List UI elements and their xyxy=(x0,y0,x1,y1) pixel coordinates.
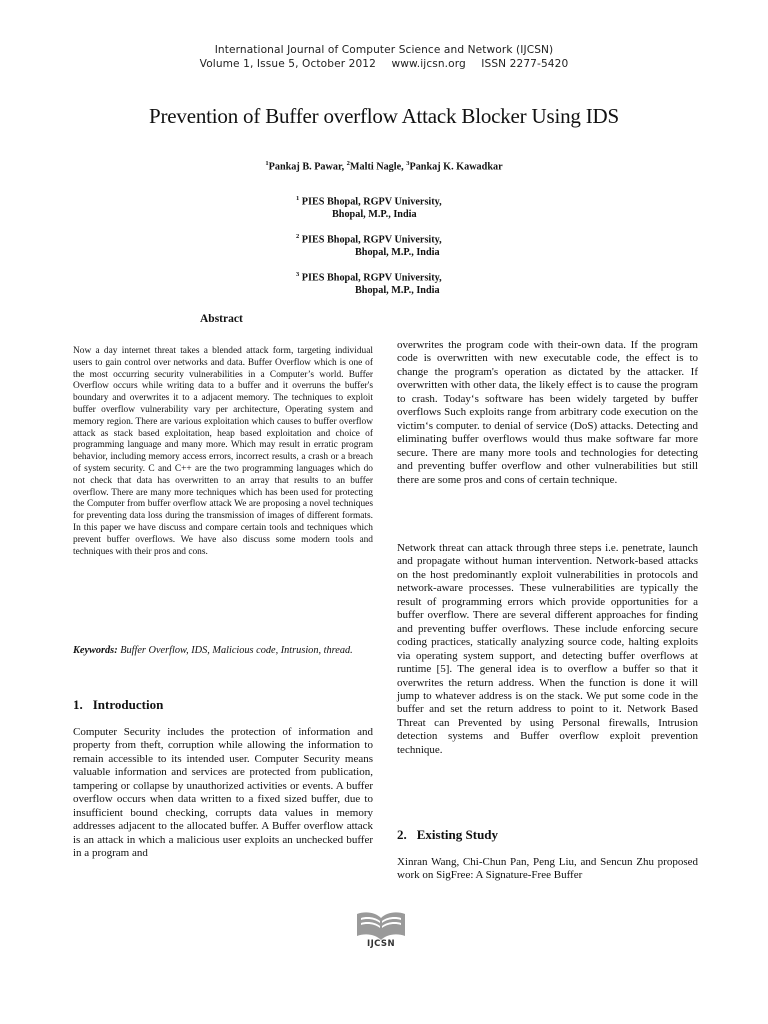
author-sup: 2 xyxy=(346,160,350,167)
affiliation-org: PIES Bhopal, RGPV University, xyxy=(299,234,442,246)
section-number: 1. xyxy=(73,697,83,712)
affiliation-sup: 1 xyxy=(296,195,300,202)
right-column-paragraph-2: Network threat can attack through three steps i.e. penetrate, launch and propagate without human intervention. Network-based attacks on the host predominantly exploit vulnerabilities in protocols and network-aware processes. These vulnerabilities are typically the result of programming errors which provide opportunities for a buffer overflow. There are several different approaches for finding and preventing buffer overflows. These include enforcing secure coding practices, statically analyzing source code, halting exploits via operating system support, and detecting buffer overflows at runtime [5]. The general idea is to overflow a buffer so that it overwrites the return address. When the function is done it will jump to whatever address is on the stack. We put some code in the buffer and set the return address to point to it. Network Based Threat can Prevented by using Personal firewalls, Intrusion detection systems and Buffer overflow exploit prevention technique. xyxy=(397,542,698,756)
author-name: Malti Nagle, xyxy=(349,161,407,173)
affiliation-location: Bhopal, M.P., India xyxy=(332,209,417,221)
section-title: Existing Study xyxy=(416,827,499,842)
journal-volume: Volume 1, Issue 5, October 2012 xyxy=(199,58,376,70)
journal-issue-line xyxy=(0,58,768,70)
journal-name: International Journal of Computer Science and Network (IJCSN) xyxy=(214,44,554,56)
paper-title: Prevention of Buffer overflow Attack Blocker Using IDS xyxy=(149,104,619,128)
affiliation-1 xyxy=(296,192,442,221)
affiliation-3 xyxy=(296,268,442,297)
footer-logo-text: IJCSN xyxy=(367,939,395,949)
author-sup: 1 xyxy=(265,160,269,167)
journal-issn: ISSN 2277-5420 xyxy=(481,58,569,70)
affiliation-location: Bhopal, M.P., India xyxy=(355,285,440,297)
section-heading-existing-study xyxy=(397,827,498,843)
author-list xyxy=(0,160,768,172)
author-name: Pankaj K. Kawadkar xyxy=(409,161,503,173)
section-heading-introduction xyxy=(73,697,163,713)
section-title: Introduction xyxy=(92,697,164,712)
introduction-text: Computer Security includes the protection of information and property from theft, corruption while allowing the information to remain accessible to its intended user. Computer Security means valuable information and services are protected from publication, tampering or collapse by unauthorized activities or events. A buffer overflow occurs when data written to a fixed sized buffer, due to insufficient bound checking, corrupts data values in memory addresses adjacent to the allocated buffer. A Buffer overflow attack is an attack in which a malicious user exploits an unchecked buffer in a program and xyxy=(73,726,373,860)
affiliation-2 xyxy=(296,230,442,259)
right-column-paragraph-1: overwrites the program code with their-own data. If the program code is overwritten with new executable code, the effect is to change the program's operation as dictated by the attacker. If overwritten with other data, the likely effect is to cause the program to crash. Today‘s software has been widely targeted by buffer overflows Such exploits range from arbitrary code execution on the victim‘s computer. to denial of service (DoS) attacks. Detecting and eliminating buffer overflows would thus make software far more secure. There are many more tools and technologies for detecting and preventing buffer overflow and other vulnerabilities but still there are some pros and cons of certain technique. xyxy=(397,339,698,486)
keywords xyxy=(73,644,373,657)
author-name: Pankaj B. Pawar, xyxy=(268,161,347,173)
abstract-heading: Abstract xyxy=(200,313,243,325)
affiliation-sup: 2 xyxy=(296,233,300,240)
affiliation-org: PIES Bhopal, RGPV University, xyxy=(299,272,442,284)
section-number: 2. xyxy=(397,827,407,842)
author-sup: 3 xyxy=(406,160,410,167)
existing-study-text: Xinran Wang, Chi-Chun Pan, Peng Liu, and Sencun Zhu proposed work on SigFree: A Signature-Free Buffer xyxy=(397,856,698,882)
affiliation-sup: 3 xyxy=(296,271,300,278)
keywords-list: Buffer Overflow, IDS, Malicious code, Intrusion, thread. xyxy=(117,645,353,656)
abstract-text: Now a day internet threat takes a blended attack form, targeting individual users to gain control over networks and data. Buffer Overflow which is one of the most occurring security vulnerabilities in a Computer’s world. Buffer Overflow occurs while writing data to a buffer and it overruns the buffer's boundary and overwrites it to a adjacent memory. The techniques to exploit buffer overflow vulnerability vary per architecture, Operating system and memory region. There are various exploitation which causes to buffer overflow attack as stack based exploitation, heap based exploitation and choice of programming language and many more. Which may result in erratic program behavior, including memory access errors, incorrect results, a crash or a breach of system security. C and C++ are the two programming languages which do not check that data has overwritten to an array that results to an buffer overflow. There are many more techniques which has been used for protecting the Computer from buffer overflow attack We are proposing a novel techniques for preventing data loss during the transmission of images of different formats. In this paper we have discuss and compare certain tools and techniques which prevent buffer overflows. We have also discuss some modern tools and techniques with their pros and cons. xyxy=(73,346,373,557)
affiliation-location: Bhopal, M.P., India xyxy=(355,247,440,259)
affiliation-org: PIES Bhopal, RGPV University, xyxy=(299,196,442,208)
keywords-label: Keywords: xyxy=(73,645,118,656)
journal-website[interactable]: www.ijcsn.org xyxy=(391,58,466,70)
